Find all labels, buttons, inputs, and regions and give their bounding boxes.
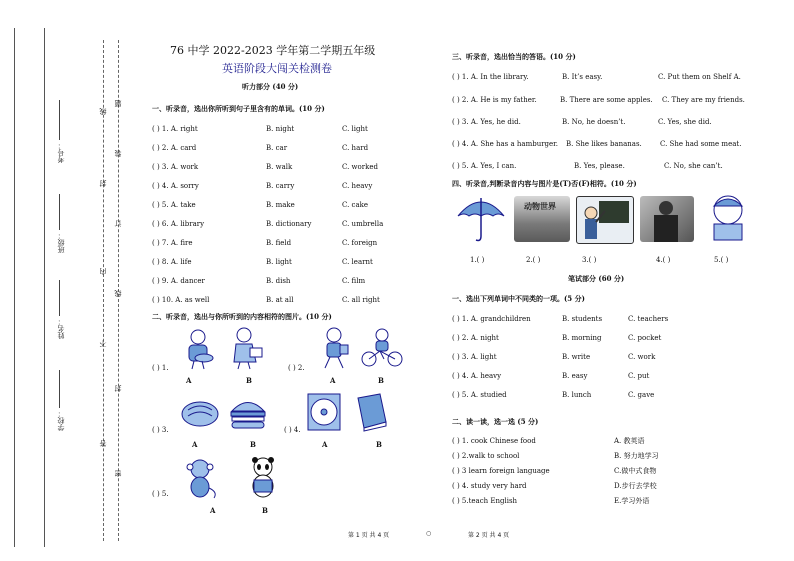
- s3-q3: ( ) 3. A. Yes, he did.: [452, 118, 521, 126]
- w2-q5: ( ) 5.teach English: [452, 497, 518, 505]
- s1-q2-c: C. hard: [342, 144, 369, 152]
- bind-char-6: 题: [114, 100, 122, 107]
- s2-q4: ( ) 4.: [284, 426, 301, 434]
- s1-q3-b: B. walk: [266, 163, 293, 171]
- s3-q1-b: B. It’s easy.: [562, 73, 603, 81]
- border-line-outer: [14, 28, 15, 547]
- s1-q7: ( ) 7. A. fire: [152, 239, 193, 247]
- bind-char-11: 密: [114, 470, 122, 477]
- w2-q3-r: C.做中式食物: [614, 467, 657, 475]
- w1-q3-b: B. write: [562, 353, 591, 361]
- boy-cycling-picture: [360, 328, 404, 368]
- bind-char-8: 订: [114, 220, 122, 227]
- book-cover-text: 动物世界: [524, 201, 556, 211]
- s1-q4: ( ) 4. A. sorry: [152, 182, 199, 190]
- s3-q5: ( ) 5. A. Yes, I can.: [452, 162, 517, 170]
- border-line-inner: [44, 28, 45, 547]
- s2-q2: ( ) 2.: [288, 364, 305, 372]
- w2-q4-r: D.步行去学校: [614, 482, 657, 490]
- bind-char-4: 不: [99, 340, 107, 347]
- page-center-mark: ○: [426, 530, 432, 537]
- s3-q4: ( ) 4. A. She has a hamburger.: [452, 140, 558, 148]
- number-field[interactable]: [59, 100, 60, 140]
- w2-q1-r: A. 教英语: [614, 437, 645, 445]
- s2-q1-label-a: A: [186, 376, 192, 385]
- s1-q9: ( ) 9. A. dancer: [152, 277, 205, 285]
- w1-heading: 一、选出下列单词中不同类的一项。(5 分): [452, 294, 585, 303]
- s1-q1-b: B. night: [266, 125, 295, 133]
- s3-q4-c: C. She had some meat.: [660, 140, 742, 148]
- s2-q4-label-a: A: [322, 440, 328, 449]
- bind-char-10: 封: [114, 385, 122, 392]
- exam-title-line2: 英语阶段大闯关检测卷: [222, 62, 332, 75]
- w1-q5: ( ) 5. A. studied: [452, 391, 507, 399]
- boy-cooking-picture: [180, 328, 216, 370]
- s2-q2-label-a: A: [330, 376, 336, 385]
- w1-q4: ( ) 4. A. heavy: [452, 372, 502, 380]
- s1-q3: ( ) 3. A. work: [152, 163, 199, 171]
- s3-q5-b: B. Yes, please.: [574, 162, 625, 170]
- bind-char-7: 装: [114, 150, 122, 157]
- s1-q8-c: C. learnt: [342, 258, 373, 266]
- w2-q2-r: B. 努力地学习: [614, 452, 659, 460]
- w1-q5-c: C. gave: [628, 391, 655, 399]
- bind-char-5: 答: [99, 440, 107, 447]
- class-label: 班级：: [57, 232, 65, 253]
- s1-q5-b: B. make: [266, 201, 295, 209]
- w1-q3: ( ) 3. A. light: [452, 353, 497, 361]
- s1-q6-b: B. dictionary: [266, 220, 312, 228]
- s4-slot-5[interactable]: 5.( ): [714, 256, 729, 264]
- girl-reading-picture: [230, 326, 266, 370]
- bread-picture: [180, 398, 220, 428]
- bind-char-1: 线: [99, 108, 107, 115]
- w2-q5-r: E.学习外语: [614, 497, 650, 505]
- bind-char-3: 内: [99, 268, 107, 275]
- s4-slot-4[interactable]: 4.( ): [656, 256, 671, 264]
- bind-char-9: 线: [114, 290, 122, 297]
- cd-picture: [306, 392, 342, 432]
- s1-q3-c: C. worked: [342, 163, 378, 171]
- s3-q3-b: B. No, he doesn’t.: [562, 118, 626, 126]
- w1-q5-b: B. lunch: [562, 391, 592, 399]
- w1-q2: ( ) 2. A. night: [452, 334, 499, 342]
- s4-slot-2[interactable]: 2.( ): [526, 256, 541, 264]
- s4-slot-1[interactable]: 1.( ): [470, 256, 485, 264]
- s1-q9-c: C. film: [342, 277, 366, 285]
- s2-q4-label-b: B: [376, 440, 382, 449]
- s1-q10-b: B. at all: [266, 296, 294, 304]
- s1-q7-b: B. field: [266, 239, 292, 247]
- s3-q1: ( ) 1. A. In the library.: [452, 73, 529, 81]
- boy-at-blackboard-picture: [576, 196, 634, 244]
- s1-q7-c: C. foreign: [342, 239, 378, 247]
- s2-q1-label-b: B: [246, 376, 252, 385]
- school-label: 学校：: [57, 410, 65, 431]
- class-field[interactable]: [59, 194, 60, 230]
- s2-q3-label-b: B: [250, 440, 256, 449]
- listening-part-heading: 听力部分 (40 分): [242, 82, 299, 91]
- section1-heading: 一、听录音，选出你所听到句子里含有的单词。(10 分): [152, 104, 325, 113]
- book-picture: [354, 392, 390, 432]
- s1-q6: ( ) 6. A. library: [152, 220, 205, 228]
- s3-q2-c: C. They are my friends.: [662, 96, 745, 104]
- s3-q4-b: B. She likes bananas.: [566, 140, 642, 148]
- w1-q2-c: C. pocket: [628, 334, 662, 342]
- s3-q5-c: C. No, she can’t.: [664, 162, 723, 170]
- s1-q1: ( ) 1. A. right: [152, 125, 198, 133]
- s2-q1: ( ) 1.: [152, 364, 169, 372]
- s1-q2-b: B. car: [266, 144, 288, 152]
- boy-walking-picture: [318, 326, 352, 370]
- cut-line-dashed: [103, 40, 104, 541]
- section3-heading: 三、听录音，选出恰当的答语。(10 分): [452, 52, 576, 61]
- w2-q1: ( ) 1. cook Chinese food: [452, 437, 536, 445]
- section2-heading: 二、听录音，选出与你所听到的内容相符的图片。(10 分): [152, 312, 332, 321]
- w2-heading: 二、读一读，选一选 (5 分): [452, 417, 539, 426]
- panda-picture: [246, 456, 280, 500]
- s3-q1-c: C. Put them on Shelf A.: [658, 73, 741, 81]
- s2-q5: ( ) 5.: [152, 490, 169, 498]
- animal-world-book-picture: [514, 196, 570, 242]
- s1-q5: ( ) 5. A. take: [152, 201, 196, 209]
- monkey-picture: [180, 458, 220, 500]
- w1-q1-c: C. teachers: [628, 315, 669, 323]
- w1-q1: ( ) 1. A. grandchildren: [452, 315, 531, 323]
- s4-slot-3[interactable]: 3.( ): [582, 256, 597, 264]
- umbrella-picture: [456, 194, 506, 244]
- section4-heading: 四、听录音,判断录音内容与图片是(T)否(F)相符。(10 分): [452, 179, 637, 188]
- w1-q4-c: C. put: [628, 372, 650, 380]
- s1-q1-c: C. light: [342, 125, 368, 133]
- w2-q2: ( ) 2.walk to school: [452, 452, 520, 460]
- s1-q10: ( ) 10. A. as well: [152, 296, 210, 304]
- w1-q4-b: B. easy: [562, 372, 588, 380]
- hamburger-picture: [228, 396, 268, 430]
- name-field[interactable]: [59, 280, 60, 316]
- w2-q4: ( ) 4. study very hard: [452, 482, 527, 490]
- w2-q3: ( ) 3 learn foreign language: [452, 467, 550, 475]
- s1-q8-b: B. light: [266, 258, 292, 266]
- school-field[interactable]: [59, 370, 60, 408]
- s1-q2: ( ) 2. A. card: [152, 144, 197, 152]
- name-label: 姓名：: [57, 318, 65, 339]
- number-label: 考号：: [57, 142, 65, 163]
- s2-q3-label-a: A: [192, 440, 198, 449]
- man-photo-picture: [640, 196, 694, 242]
- page-number-left: 第 1 页 共 4 页: [348, 532, 390, 539]
- s1-q9-b: B. dish: [266, 277, 291, 285]
- s1-q8: ( ) 8. A. life: [152, 258, 192, 266]
- s2-q5-label-b: B: [262, 506, 268, 515]
- bind-char-2: 封: [99, 180, 107, 187]
- s2-q2-label-b: B: [378, 376, 384, 385]
- s2-q3: ( ) 3.: [152, 426, 169, 434]
- s1-q4-b: B. carry: [266, 182, 295, 190]
- s1-q5-c: C. cake: [342, 201, 369, 209]
- w1-q2-b: B. morning: [562, 334, 602, 342]
- s3-q2: ( ) 2. A. He is my father.: [452, 96, 537, 104]
- boy-reading-picture: [706, 194, 750, 242]
- page-number-right: 第 2 页 共 4 页: [468, 532, 510, 539]
- written-part-heading: 笔试部分 (60 分): [568, 274, 625, 283]
- s3-q3-c: C. Yes, she did.: [658, 118, 712, 126]
- w1-q1-b: B. students: [562, 315, 603, 323]
- s1-q6-c: C. umbrella: [342, 220, 384, 228]
- exam-title-line1: 76 中学 2022-2023 学年第二学期五年级: [170, 44, 376, 57]
- w1-q3-c: C. work: [628, 353, 656, 361]
- s1-q10-c: C. all right: [342, 296, 380, 304]
- s3-q2-b: B. There are some apples.: [560, 96, 653, 104]
- s2-q5-label-a: A: [210, 506, 216, 515]
- s1-q4-c: C. heavy: [342, 182, 373, 190]
